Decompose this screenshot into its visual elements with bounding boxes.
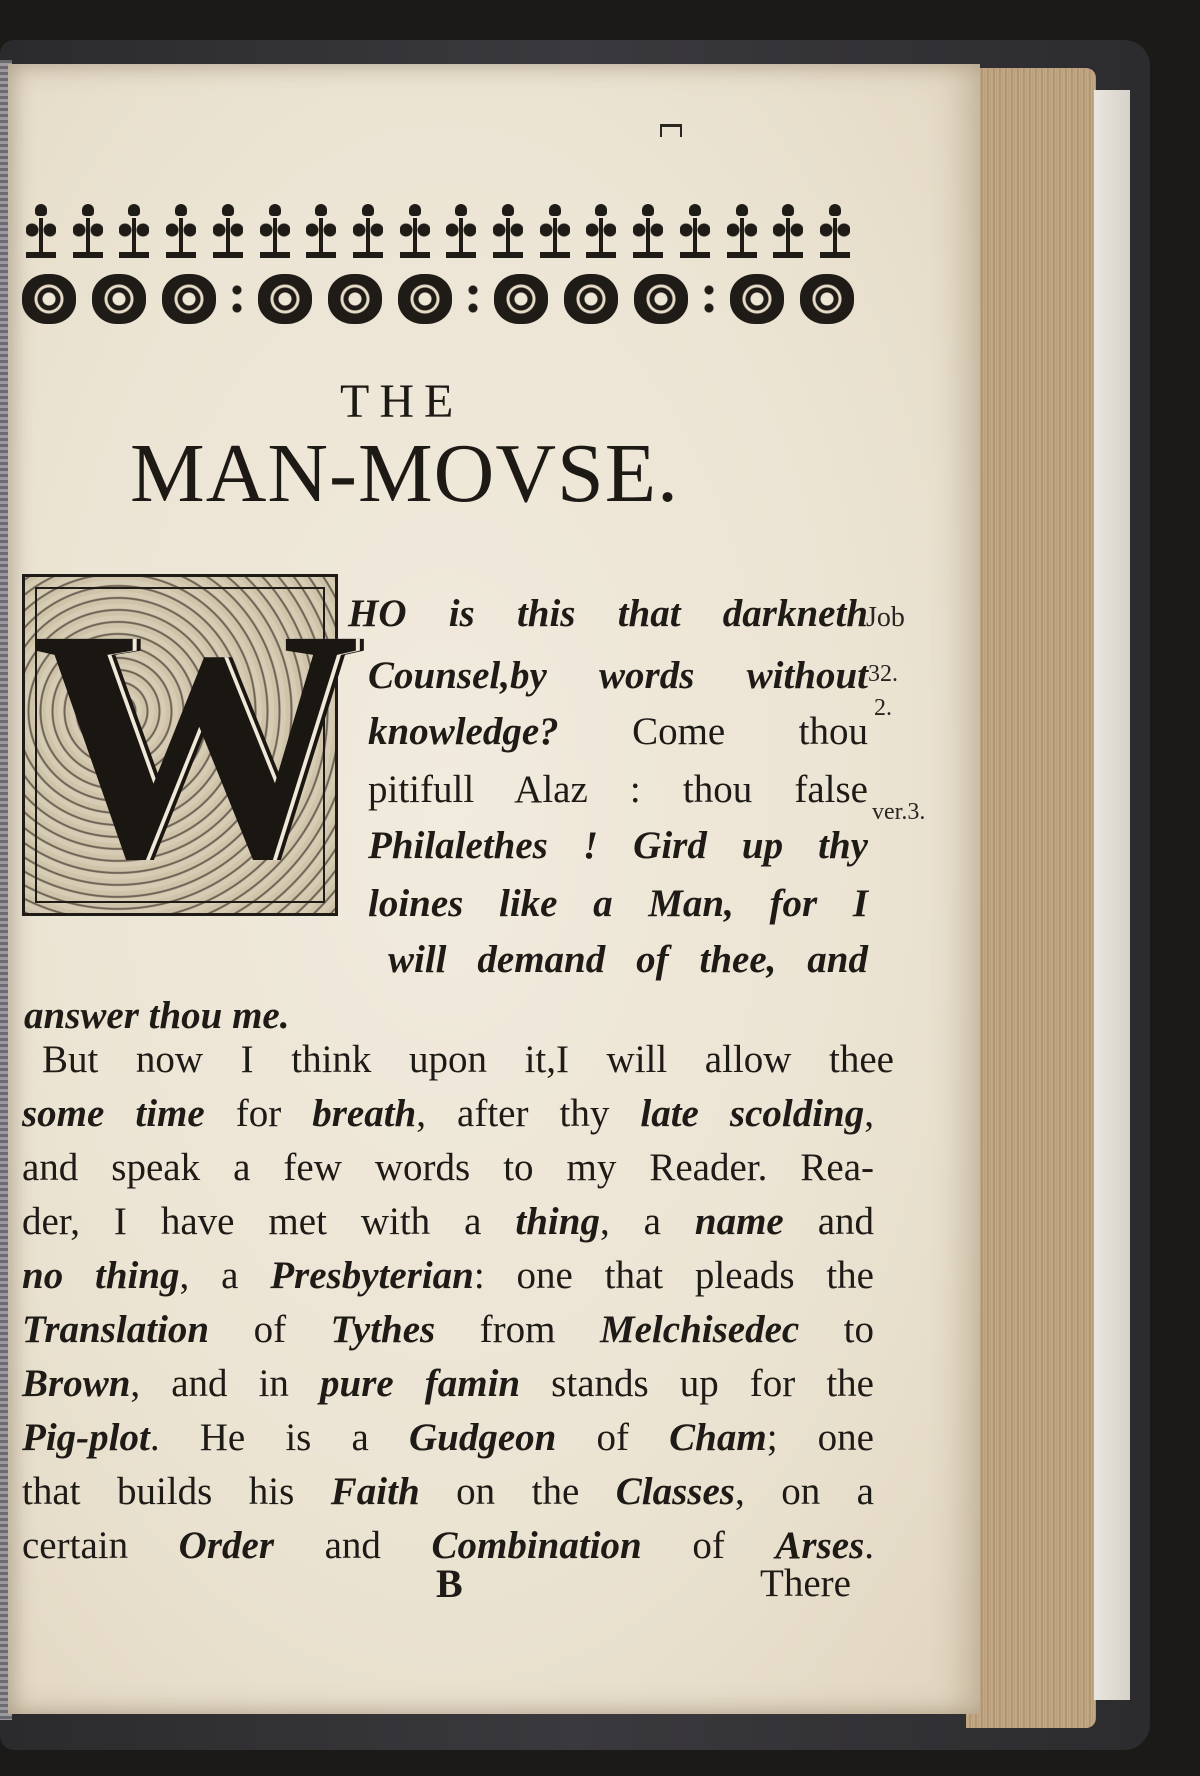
page-edges xyxy=(966,68,1096,1728)
rosette-ornament xyxy=(328,274,382,324)
roman-text: ; one xyxy=(766,1416,874,1459)
text-line xyxy=(22,1256,874,1295)
fleuron-ornament xyxy=(69,204,107,260)
rosette-ornament xyxy=(22,274,76,324)
text-line xyxy=(22,1310,874,1349)
ornament-separator xyxy=(468,281,478,317)
text-line xyxy=(368,826,868,865)
text-line xyxy=(22,1472,874,1511)
roman-text: der, I have met with a xyxy=(22,1200,516,1243)
italic-text: late scolding xyxy=(640,1092,865,1135)
ornament-separator xyxy=(704,281,714,317)
fleuron-ornament xyxy=(162,204,200,260)
text-line xyxy=(368,712,868,751)
roman-text: . He is a xyxy=(149,1416,409,1459)
italic-text: Cham xyxy=(669,1416,767,1459)
drop-cap-woodcut xyxy=(22,562,361,927)
italic-text: Counsel,by words without xyxy=(368,654,868,697)
fleuron-ornament xyxy=(723,204,761,260)
margin-note-chapter: 32. xyxy=(868,661,898,687)
fleuron-ornament xyxy=(769,204,807,260)
roman-text: for xyxy=(204,1092,313,1135)
roman-text: , a xyxy=(599,1200,695,1243)
headpiece-rosettes xyxy=(22,272,854,326)
italic-text: HO is this that darkneth xyxy=(348,592,868,635)
italic-text: Arses xyxy=(775,1524,865,1567)
italic-text: breath xyxy=(312,1092,417,1135)
roman-text: and xyxy=(274,1524,432,1567)
fleuron-ornament xyxy=(209,204,247,260)
roman-text: certain xyxy=(22,1524,179,1567)
italic-text: Faith xyxy=(330,1470,420,1513)
italic-text: pure famin xyxy=(320,1362,521,1405)
fleuron-ornament xyxy=(396,204,434,260)
roman-text: . xyxy=(864,1524,874,1567)
fleuron-ornament xyxy=(536,204,574,260)
italic-text: Gudgeon xyxy=(408,1416,557,1459)
roman-text: stands up for the xyxy=(520,1362,874,1405)
fleuron-ornament xyxy=(22,204,60,260)
printer-mark xyxy=(660,124,682,137)
fleuron-ornament xyxy=(442,204,480,260)
italic-text: Combination xyxy=(431,1524,642,1567)
text-line xyxy=(24,996,289,1035)
rosette-ornament xyxy=(800,274,854,324)
fleuron-ornament xyxy=(629,204,667,260)
roman-text: that builds his xyxy=(22,1470,331,1513)
italic-text: answer thou me. xyxy=(24,994,290,1037)
rosette-ornament xyxy=(162,274,216,324)
catchword: There xyxy=(760,1562,851,1605)
italic-text: Classes xyxy=(615,1470,735,1513)
text-line xyxy=(388,940,868,979)
fleuron-ornament xyxy=(489,204,527,260)
roman-text: from xyxy=(435,1308,600,1351)
roman-text: to xyxy=(799,1308,874,1351)
italic-text: loines like a Man, for I xyxy=(368,882,868,925)
flyleaf xyxy=(1094,90,1130,1700)
text-line xyxy=(22,1526,874,1565)
roman-text: of xyxy=(209,1308,331,1351)
roman-text: , a xyxy=(179,1254,271,1297)
text-line xyxy=(368,884,868,923)
italic-text: some time xyxy=(22,1092,205,1135)
text-line xyxy=(348,594,868,633)
fleuron-ornament xyxy=(302,204,340,260)
roman-text: on the xyxy=(419,1470,616,1513)
italic-text: knowledge? xyxy=(368,710,559,753)
roman-text: Come thou xyxy=(558,710,868,753)
margin-note-verse-ref: ver.3. xyxy=(872,799,926,825)
fleuron-ornament xyxy=(349,204,387,260)
rosette-ornament xyxy=(494,274,548,324)
rosette-ornament xyxy=(730,274,784,324)
roman-text: pitifull Alaz : thou false xyxy=(368,768,868,811)
signature-mark: B xyxy=(436,1561,463,1606)
italic-text: thing xyxy=(515,1200,600,1243)
text-line xyxy=(368,656,868,695)
fleuron-ornament xyxy=(256,204,294,260)
rosette-ornament xyxy=(398,274,452,324)
italic-text: Pig-plot xyxy=(22,1416,150,1459)
roman-text: and xyxy=(783,1200,875,1243)
title-article: THE xyxy=(340,375,464,428)
italic-text: Tythes xyxy=(330,1308,436,1351)
italic-text: no thing xyxy=(22,1254,180,1297)
italic-text: Translation xyxy=(22,1308,210,1351)
headpiece-fleurons xyxy=(22,196,854,260)
roman-text: , after thy xyxy=(416,1092,641,1135)
rosette-ornament xyxy=(258,274,312,324)
text-line xyxy=(22,1202,874,1241)
roman-text: : one that pleads the xyxy=(473,1254,874,1297)
text-line xyxy=(22,1148,874,1187)
fleuron-ornament xyxy=(676,204,714,260)
italic-text: Presbyterian xyxy=(270,1254,474,1297)
page-title: MAN-MOVSE. xyxy=(130,427,680,520)
fleuron-ornament xyxy=(582,204,620,260)
text-line xyxy=(368,770,868,809)
italic-text: Melchisedec xyxy=(599,1308,800,1351)
fleuron-ornament xyxy=(115,204,153,260)
italic-text: Brown xyxy=(22,1362,131,1405)
roman-text: But now I think upon it,I will allow thee xyxy=(42,1038,894,1081)
italic-text: will demand of thee, and xyxy=(388,938,868,981)
roman-text: , and in xyxy=(130,1362,321,1405)
margin-note-verse: 2. xyxy=(874,695,892,721)
drop-cap-letter: W xyxy=(31,562,361,927)
text-line xyxy=(22,1418,874,1457)
italic-text: Order xyxy=(178,1524,275,1567)
rosette-ornament xyxy=(92,274,146,324)
fleuron-ornament xyxy=(816,204,854,260)
roman-text: of xyxy=(556,1416,670,1459)
roman-text: and speak a few words to my Reader. Rea- xyxy=(22,1146,874,1189)
italic-text: Philalethes ! Gird up thy xyxy=(368,824,868,867)
roman-text: , xyxy=(864,1092,874,1135)
rosette-ornament xyxy=(564,274,618,324)
roman-text: , on a xyxy=(734,1470,874,1513)
text-line xyxy=(22,1364,874,1403)
ornament-separator xyxy=(232,281,242,317)
rosette-ornament xyxy=(634,274,688,324)
italic-text: name xyxy=(694,1200,784,1243)
text-line xyxy=(42,1040,894,1079)
text-line xyxy=(22,1094,874,1133)
margin-note-book: Job xyxy=(866,602,905,633)
roman-text: of xyxy=(641,1524,776,1567)
